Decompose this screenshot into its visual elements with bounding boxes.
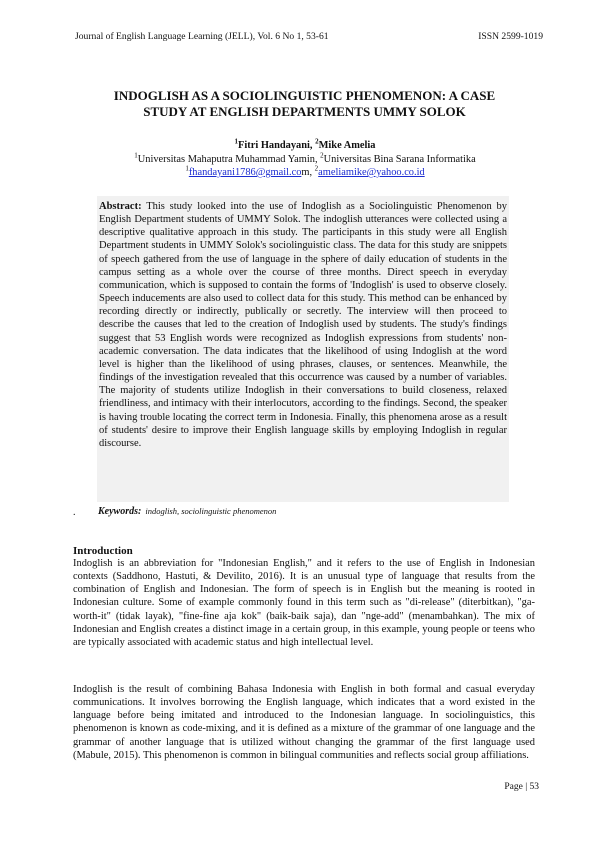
- email-sup-2: 2: [314, 164, 319, 173]
- introduction-paragraph-1: Indoglish is an abbreviation for "Indonesian English," and it refers to the use of English in Indonesian contexts (Saddhono, Hastuti, & Devilito, 2016). It is an unusual type of language that results from the combination of English and Indonesian. The form of speech is in English but the meaning is rooted in Indonesian culture. Some of example commonly found in this term such as "di-release" (diterbitkan), "ga-worth-it" (tidak layak), "fine-fine aja kok" (baik-baik saja), dan "nge-add" (menambahkan). The mix of Indonesian and English creates a distinct image in a certain group, in this example, young people or teens who are typically associated with academic status and high intellectual level.: [73, 558, 535, 648]
- email-tail-1: m,: [301, 167, 315, 178]
- email-link-2[interactable]: ameliamike@yahoo.co.id: [318, 167, 425, 178]
- author-name-1: Fitri Handayani,: [238, 140, 316, 151]
- introduction-paragraph-2: Indoglish is the result of combining Bahasa Indonesia with English in both formal and casual everyday communications. It involves borrowing the English language, which indicates that a word existed in the language before being imitated and introduced to the Indonesian language. In sociolinguistics, this phenomenon is known as code-mixing, and it is defined as a mixture of the grammar of one language and the grammar of another language that is utilized without changing the grammar of the first language used (Mabule, 2015). This phenomenon is common in bilingual communities and reflects social group affiliations.: [73, 684, 535, 761]
- abstract-box: [97, 196, 509, 502]
- affiliation-2: Universitas Bina Sarana Informatika: [323, 153, 476, 165]
- abstract-label: Abstract:: [99, 201, 142, 212]
- author-block: [60, 139, 550, 180]
- email-sup-1: 1: [185, 164, 189, 173]
- affiliation-1: Universitas Mahaputra Muhammad Yamin,: [137, 153, 321, 165]
- aff-sup-1: 1: [134, 151, 138, 160]
- keywords-value: indoglish, sociolinguistic phenomenon: [145, 506, 277, 516]
- title-line-1: INDOGLISH AS A SOCIOLINGUISTIC PHENOMENON: A CASE: [113, 88, 496, 103]
- abstract-text: This study looked into the use of Indoglish as a Sociolinguistic Phenomenon by English Department students of UMMY Solok. The indoglish utterances were collected using a descriptive qualitative approach in this study. The participants in this study were all English Department students in UMMY Solok's sociolinguistic class. The data for this study are snippets of speech gathered from the use of language in the sphere of daily education of students in the campus setting as a whole over the course of three months. Direct speech in everyday communication, which is supposed to contain the forms of 'Indoglish' is used to observe closely. Speech inducements are also used to collect data for this study. This method can be enhanced by recording directly or indirectly, publically or secretly. The interview will then proceed to describe the causes that led to the creation of Indoglish used by students. The study's findings suggest that 53 English words were recognized as Indoglish expressions from students' non-academic conversation. The data indicates that the likelihood of using Indoglish at the word level is higher than the likelihood of using phrases, clauses, or sentences. Meanwhile, the findings of the investigation revealed that this occurrence was caused by a number of variables. The majority of students utilize Indoglish in their conversations to build closeness, relaxed friendliness, and intimacy with their interlocutors, according to the findings. Second, the speaker is having trouble locating the correct term in Indonesia. Finally, this phenomena arose as a result of students' desire to improve their English language skills by employing Indoglish in regular discourse.: [99, 201, 507, 449]
- author-sup-2: 2: [315, 137, 319, 146]
- page-number: Page | 53: [504, 782, 539, 792]
- affiliations: [60, 153, 550, 167]
- keywords-line: [98, 506, 276, 517]
- keywords-label: Keywords:: [98, 506, 142, 517]
- issn-header: ISSN 2599-1019: [478, 31, 543, 42]
- introduction-heading: Introduction: [73, 545, 133, 557]
- paper-title: [75, 88, 534, 119]
- aff-sup-2: 2: [320, 151, 324, 160]
- author-name-2: Mike Amelia: [318, 140, 376, 151]
- journal-header: Journal of English Language Learning (JELL), Vol. 6 No 1, 53-61: [75, 31, 329, 42]
- keywords-dot: .: [73, 507, 76, 518]
- author-sup-1: 1: [234, 137, 239, 146]
- emails: [60, 166, 550, 180]
- title-line-2: STUDY AT ENGLISH DEPARTMENTS UMMY SOLOK: [143, 103, 466, 119]
- email-link-1[interactable]: fhandayani1786@gmail.co: [188, 167, 302, 178]
